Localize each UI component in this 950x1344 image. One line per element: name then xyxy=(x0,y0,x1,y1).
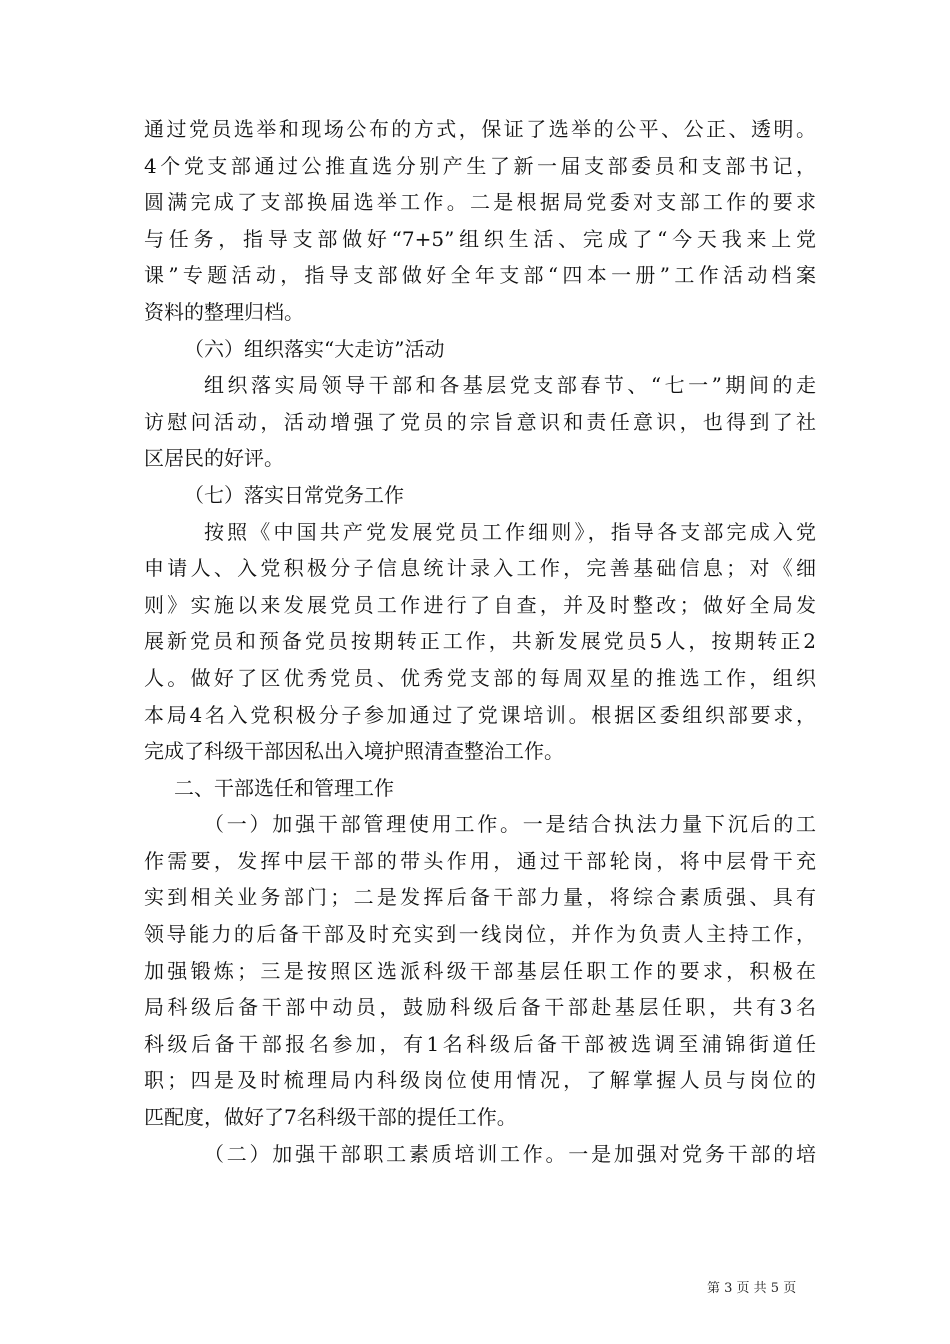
section-heading: 二、干部选任和管理工作 xyxy=(174,775,394,800)
paragraph-line: 科级后备干部报名参加，有1名科级后备干部被选调至浦锦街道任 xyxy=(144,1031,816,1056)
paragraph-line: 匹配度，做好了7名科级干部的提任工作。 xyxy=(144,1105,517,1130)
paragraph-line: 申请人、入党积极分子信息统计录入工作，完善基础信息；对《细 xyxy=(144,556,816,581)
paragraph-line: 与任务，指导支部做好“7+5”组织生活、完成了“今天我来上党 xyxy=(144,226,816,251)
paragraph-line: 局科级后备干部中动员，鼓励科级后备干部赴基层任职，共有3名 xyxy=(144,995,816,1020)
paragraph-line: （二）加强干部职工素质培训工作。一是加强对党务干部的培 xyxy=(204,1141,816,1166)
paragraph-line: 领导能力的后备干部及时充实到一线岗位，并作为负责人主持工作， xyxy=(144,922,816,947)
paragraph-line: 本局4名入党积极分子参加通过了党课培训。根据区委组织部要求， xyxy=(144,702,816,727)
paragraph-line: 组织落实局领导干部和各基层党支部春节、“七一”期间的走 xyxy=(204,373,816,398)
paragraph-line: 4个党支部通过公推直选分别产生了新一届支部委员和支部书记， xyxy=(144,153,816,178)
paragraph-line: 区居民的好评。 xyxy=(144,446,284,471)
paragraph-line: 按照《中国共产党发展党员工作细则》，指导各支部完成入党 xyxy=(204,519,816,544)
paragraph-line: 圆满完成了支部换届选举工作。二是根据局党委对支部工作的要求 xyxy=(144,190,816,215)
paragraph-line: 加强锻炼；三是按照区选派科级干部基层任职工作的要求，积极在 xyxy=(144,958,816,983)
paragraph-line: 作需要，发挥中层干部的带头作用，通过干部轮岗，将中层骨干充 xyxy=(144,848,816,873)
paragraph-line: 课”专题活动，指导支部做好全年支部“四本一册”工作活动档案 xyxy=(144,263,816,288)
paragraph-line: 职；四是及时梳理局内科级岗位使用情况，了解掌握人员与岗位的 xyxy=(144,1068,816,1093)
paragraph-line: 通过党员选举和现场公布的方式，保证了选举的公平、公正、透明。 xyxy=(144,117,816,141)
page-number: 第 3 页 共 5 页 xyxy=(707,1281,797,1296)
paragraph-line: 实到相关业务部门；二是发挥后备干部力量，将综合素质强、具有 xyxy=(144,885,816,910)
paragraph-line: （一）加强干部管理使用工作。一是结合执法力量下沉后的工 xyxy=(204,812,816,837)
section-heading: （七）落实日常党务工作 xyxy=(184,482,404,507)
paragraph-line: 展新党员和预备党员按期转正工作，共新发展党员5人，按期转正2 xyxy=(144,629,816,654)
paragraph-line: 则》实施以来发展党员工作进行了自查，并及时整改；做好全局发 xyxy=(144,592,816,617)
section-heading: （六）组织落实“大走访”活动 xyxy=(184,336,445,361)
paragraph-line: 完成了科级干部因私出入境护照清查整治工作。 xyxy=(144,739,564,764)
paragraph-line: 访慰问活动，活动增强了党员的宗旨意识和责任意识，也得到了社 xyxy=(144,409,816,434)
paragraph-line: 资料的整理归档。 xyxy=(144,299,304,324)
document-body xyxy=(144,111,816,1172)
paragraph-line: 人。做好了区优秀党员、优秀党支部的每周双星的推选工作，组织 xyxy=(144,665,816,690)
